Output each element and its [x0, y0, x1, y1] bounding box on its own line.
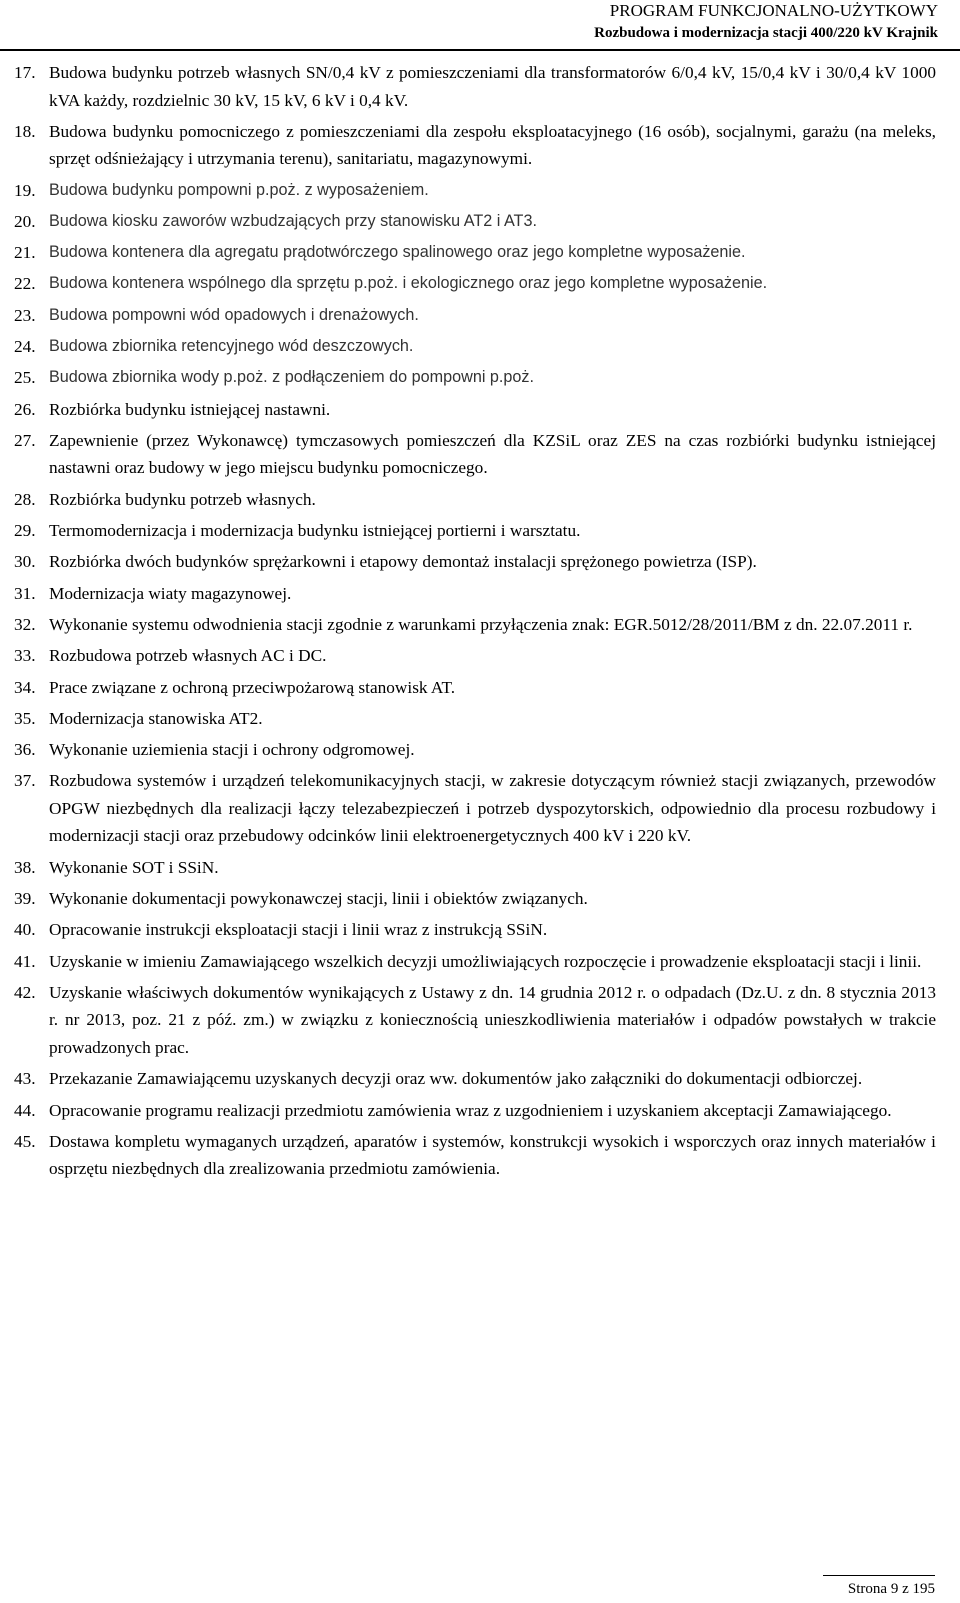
item-text: Budowa kontenera wspólnego dla sprzętu p.poż. i ekologicznego oraz jego kompletne wyposażenie.	[49, 274, 768, 293]
list-item	[14, 364, 936, 392]
item-number: 31.	[14, 583, 36, 603]
item-number: 19.	[14, 180, 36, 200]
item-number: 40.	[14, 920, 36, 940]
item-text: Budowa pompowni wód opadowych i drenażowych.	[49, 305, 419, 324]
item-number: 43.	[14, 1069, 36, 1089]
item-number: 25.	[14, 368, 36, 388]
list-item	[14, 885, 936, 913]
item-text: Uzyskanie w imieniu Zamawiającego wszelkich decyzji umożliwiających rozpoczęcie i prowadzenie eksploatacji stacji i linii.	[49, 951, 922, 971]
footer-divider	[823, 1575, 935, 1576]
list-item	[14, 1097, 936, 1125]
list-item	[14, 486, 936, 514]
item-number: 17.	[14, 63, 36, 82]
item-text: Budowa kiosku zaworów wzbudzających przy stanowisku AT2 i AT3.	[49, 211, 537, 230]
item-text: Rozbiórka budynku istniejącej nastawni.	[49, 399, 331, 419]
item-number: 35.	[14, 708, 36, 728]
item-number: 45.	[14, 1131, 36, 1151]
item-number: 30.	[14, 552, 36, 572]
item-number: 36.	[14, 740, 36, 760]
list-item	[14, 427, 936, 482]
item-text: Przekazanie Zamawiającemu uzyskanych decyzji oraz ww. dokumentów jako załączniki do dokumentacji odbiorczej.	[49, 1069, 863, 1089]
item-text: Zapewnienie (przez Wykonawcę) tymczasowych pomieszczeń dla KZSiL oraz ZES na czas rozbiórki budynku istniejącej nastawni oraz budowy w jego miejscu budynku pomocniczego.	[49, 430, 936, 478]
item-text: Wykonanie dokumentacji powykonawczej stacji, linii i obiektów związanych.	[49, 889, 588, 909]
page-header	[338, 0, 938, 43]
item-text: Budowa budynku potrzeb własnych SN/0,4 kV z pomieszczeniami dla transformatorów 6/0,4 kV, 15/0,4 kV i 30/0,4 kV 1000 kVA każdy, rozdzielnic 30 kV, 15 kV, 6 kV i 0,4 kV.	[49, 63, 936, 110]
list-item	[14, 396, 936, 424]
item-number: 32.	[14, 614, 36, 634]
item-number: 39.	[14, 889, 36, 909]
item-text: Rozbudowa systemów i urządzeń telekomunikacyjnych stacji, w zakresie dotyczącym również stacji związanych, przewodów OPGW niezbędnych dla realizacji łączy telezabezpieczeń i potrzeb dyspozytorskich, odpowiednio dla procesu rozbudowy i modernizacji stacji oraz przebudowy odcinków linii elektroenergetycznych 400 kV i 220 kV.	[49, 771, 936, 846]
list-item	[14, 705, 936, 733]
list-item	[14, 1128, 936, 1183]
item-text: Wykonanie uziemienia stacji i ochrony odgromowej.	[49, 740, 415, 760]
list-item	[14, 59, 936, 114]
item-number: 42.	[14, 982, 36, 1002]
header-divider	[0, 49, 960, 51]
item-text: Uzyskanie właściwych dokumentów wynikających z Ustawy z dn. 14 grudnia 2012 r. o odpadach (Dz.U. z dn. 8 stycznia 2013 r. nr 2013, poz. 21 z póź. zm.) w związku z koniecznością unieszkodliwienia materiałów i odpadów powstałych w trakcie prowadzonych prac.	[49, 982, 936, 1057]
list-item	[14, 333, 936, 361]
list-item	[14, 208, 936, 236]
item-number: 38.	[14, 857, 36, 877]
item-number: 22.	[14, 274, 36, 294]
list-item	[14, 517, 936, 545]
list-item	[14, 979, 936, 1062]
list-item	[14, 548, 936, 576]
item-number: 24.	[14, 337, 36, 357]
list-item	[14, 580, 936, 608]
list-item	[14, 270, 936, 298]
item-text: Budowa budynku pomocniczego z pomieszczeniami dla zespołu eksploatacyjnego (16 osób), socjalnymi, garażu (na meleks, sprzęt odśnieżający i utrzymania terenu), sanitariatu, magazynowymi.	[49, 121, 936, 169]
item-text: Prace związane z ochroną przeciwpożarową stanowisk AT.	[49, 677, 456, 697]
list-item	[14, 642, 936, 670]
item-number: 21.	[14, 243, 36, 263]
item-number: 26.	[14, 399, 36, 419]
item-number: 20.	[14, 211, 36, 231]
item-text: Budowa budynku pompowni p.poż. z wyposażeniem.	[49, 180, 429, 199]
item-number: 28.	[14, 489, 36, 509]
list-item	[14, 854, 936, 882]
document-subtitle: Rozbudowa i modernizacja stacji 400/220 kV Krajnik	[594, 25, 938, 41]
item-text: Rozbiórka dwóch budynków sprężarkowni i etapowy demontaż instalacji sprężonego powietrza (ISP).	[49, 552, 757, 572]
list-item	[14, 674, 936, 702]
item-number: 37.	[14, 771, 36, 791]
list-item	[14, 302, 936, 330]
item-text: Wykonanie systemu odwodnienia stacji zgodnie z warunkami przyłączenia znak: EGR.5012/28/2011/BM z dn. 22.07.2011 r.	[49, 614, 913, 634]
item-text: Dostawa kompletu wymaganych urządzeń, aparatów i systemów, konstrukcji wysokich i wsporczych oraz innych materiałów i osprzętu niezbędnych dla zrealizowania przedmiotu zamówienia.	[49, 1131, 936, 1179]
item-number: 44.	[14, 1100, 36, 1120]
list-item	[14, 767, 936, 850]
list-item	[14, 1065, 936, 1093]
item-text: Opracowanie instrukcji eksploatacji stacji i linii wraz z instrukcją SSiN.	[49, 920, 548, 940]
list-item	[14, 177, 936, 205]
item-text: Rozbudowa potrzeb własnych AC i DC.	[49, 646, 327, 666]
document-title: PROGRAM FUNKCJONALNO-UŻYTKOWY	[609, 1, 938, 20]
list-item	[14, 916, 936, 944]
item-number: 41.	[14, 951, 36, 971]
item-text: Wykonanie SOT i SSiN.	[49, 857, 219, 877]
page-number: Strona 9 z 195	[847, 1581, 935, 1597]
item-text: Budowa kontenera dla agregatu prądotwórczego spalinowego oraz jego kompletne wyposażenie.	[49, 243, 746, 262]
item-text: Rozbiórka budynku potrzeb własnych.	[49, 489, 316, 509]
item-text: Budowa zbiornika wody p.poż. z podłączeniem do pompowni p.poż.	[49, 368, 535, 387]
list-item	[14, 239, 936, 267]
item-text: Modernizacja stanowiska AT2.	[49, 708, 263, 728]
item-text: Termomodernizacja i modernizacja budynku istniejącej portierni i warsztatu.	[49, 521, 581, 541]
item-number: 34.	[14, 677, 36, 697]
item-number: 29.	[14, 521, 36, 541]
item-text: Modernizacja wiaty magazynowej.	[49, 583, 292, 603]
list-item	[14, 736, 936, 764]
task-list	[14, 59, 936, 1187]
item-text: Budowa zbiornika retencyjnego wód deszczowych.	[49, 337, 414, 356]
list-item	[14, 118, 936, 173]
item-text: Opracowanie programu realizacji przedmiotu zamówienia wraz z uzgodnieniem i uzyskaniem akceptacji Zamawiającego.	[49, 1100, 892, 1120]
item-number: 23.	[14, 305, 36, 325]
list-item	[14, 948, 936, 976]
item-number: 18.	[14, 121, 36, 141]
list-item	[14, 611, 936, 639]
item-number: 27.	[14, 430, 36, 450]
item-number: 33.	[14, 646, 36, 666]
